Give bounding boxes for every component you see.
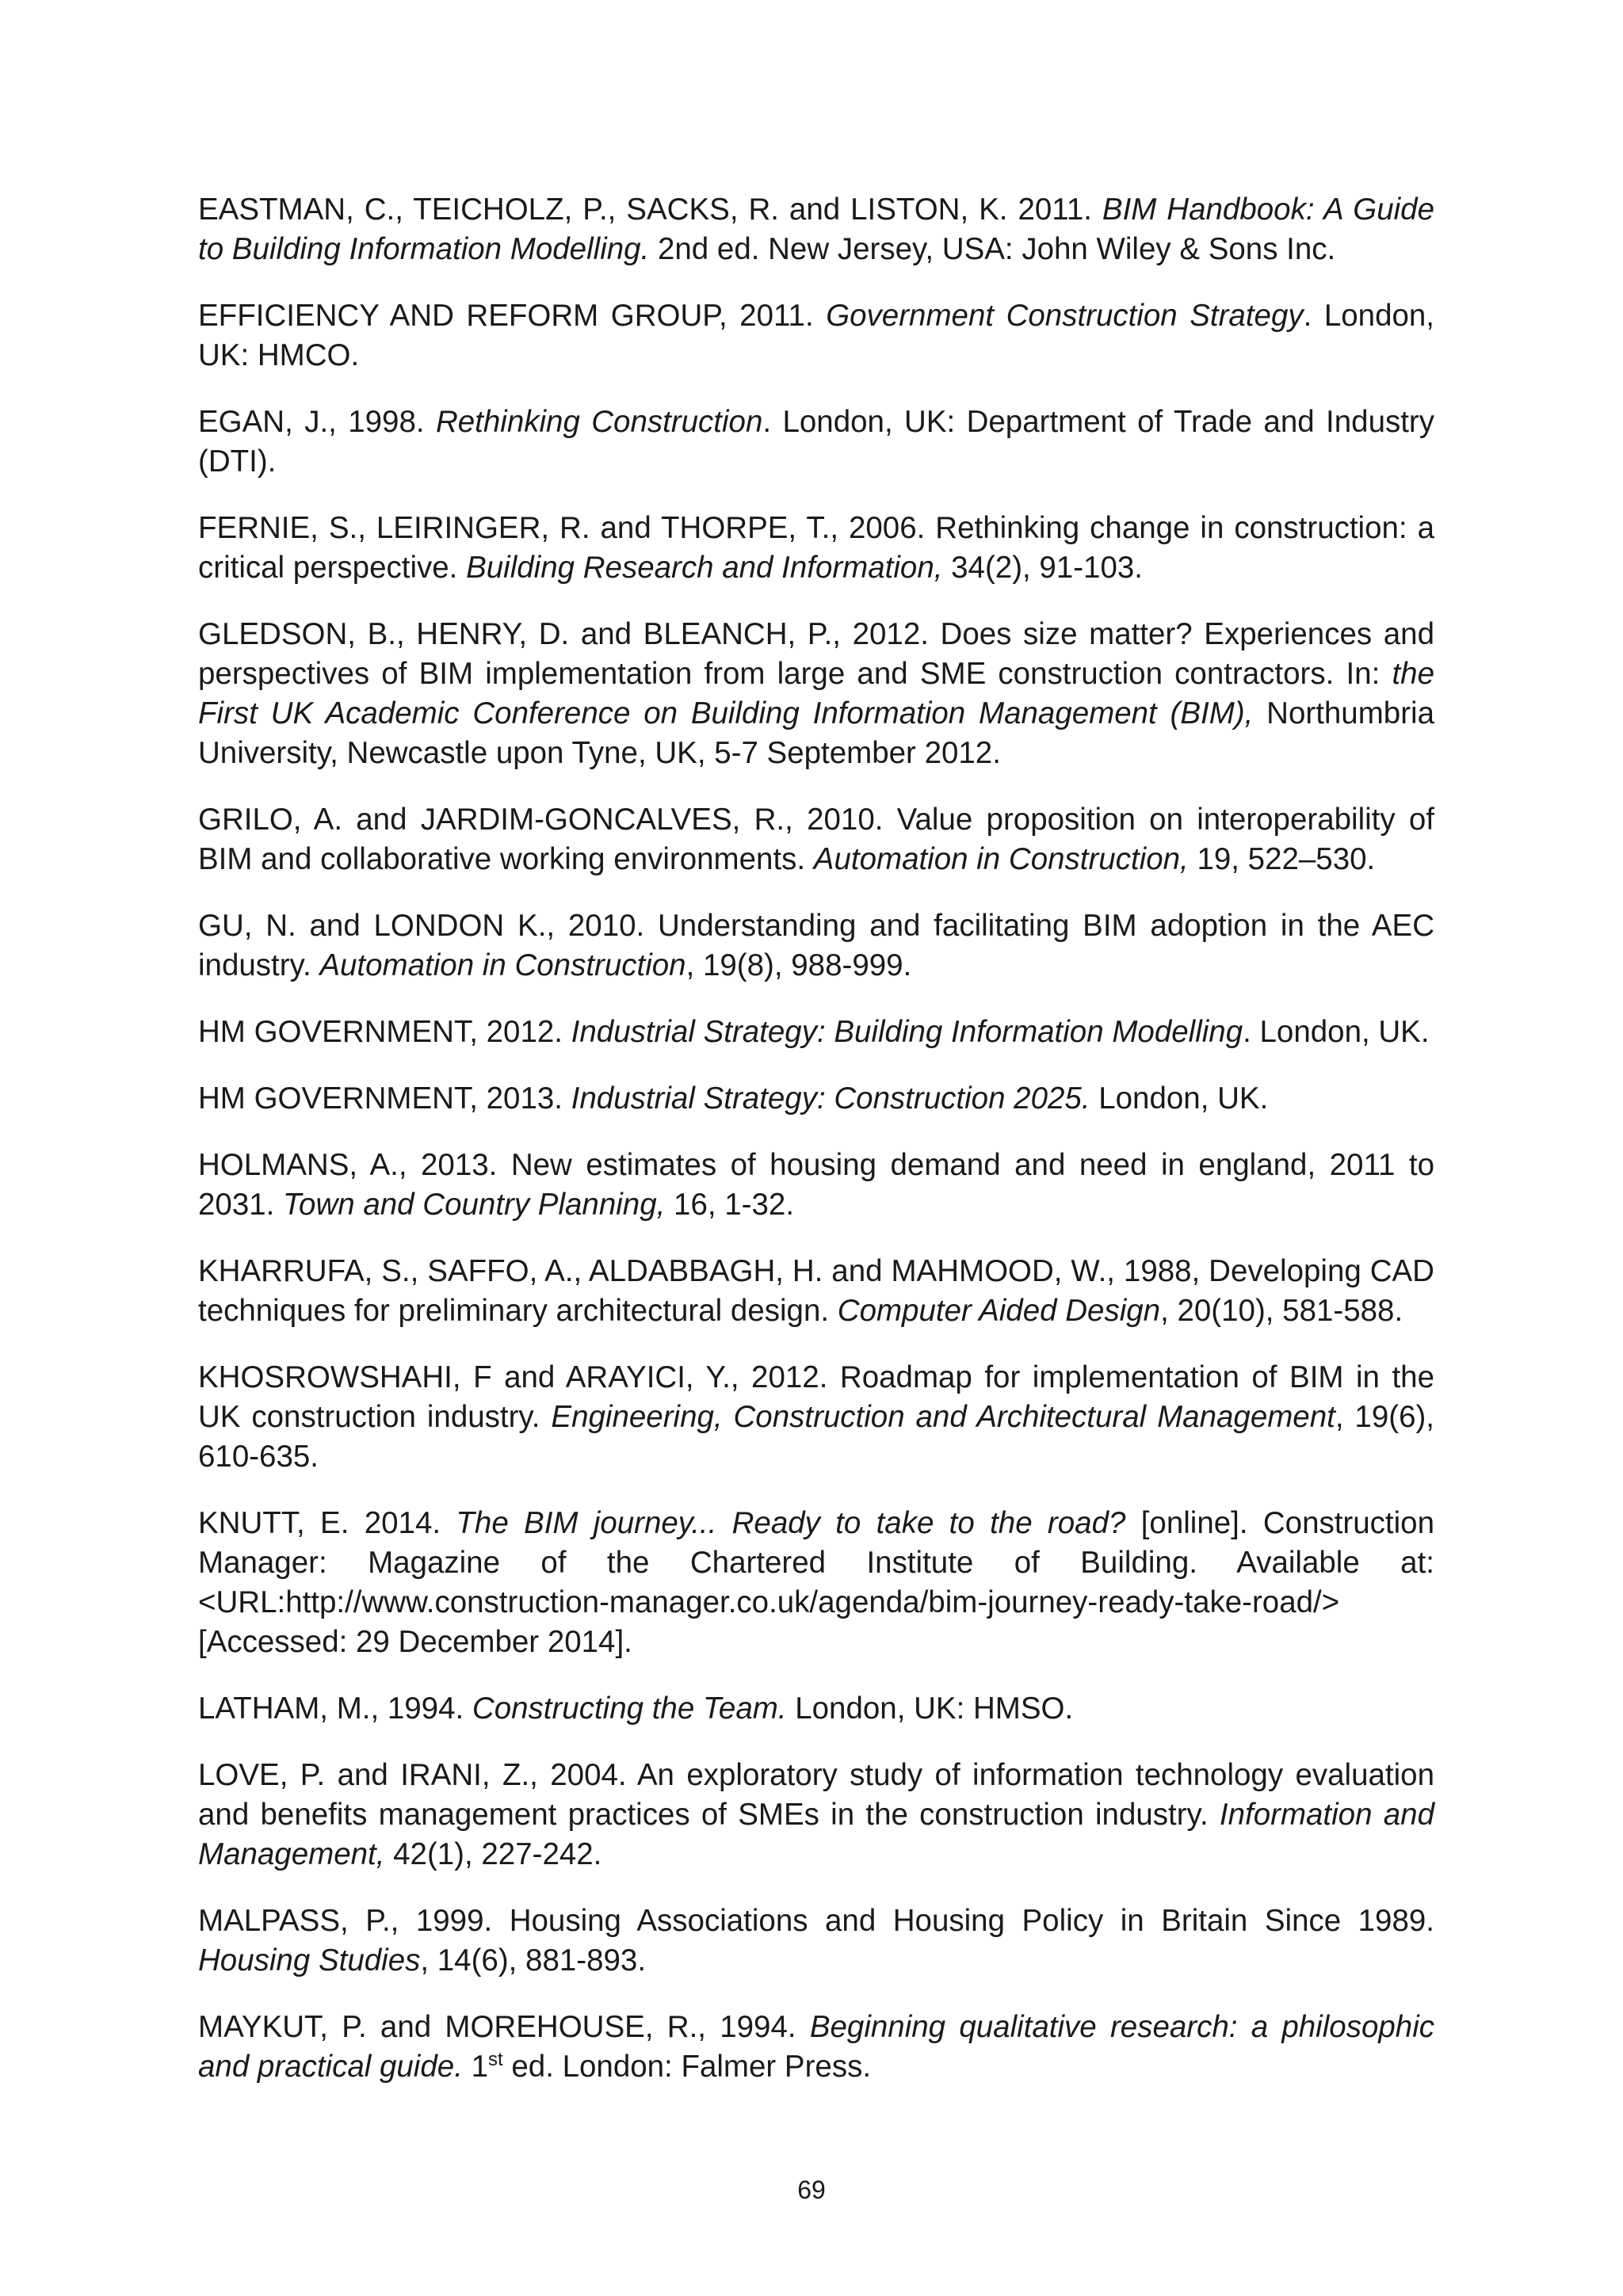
reference-entry: HOLMANS, A., 2013. New estimates of housing demand and need in england, 2011 to 2031. Town and Country Planning, 16, 1-32. [198,1148,1434,1222]
reference-entry: HM GOVERNMENT, 2012. Industrial Strategy: Building Information Modelling. London, UK. [198,1015,1430,1049]
reference-entry: EASTMAN, C., TEICHOLZ, P., SACKS, R. and LISTON, K. 2011. BIM Handbook: A Guide to Building Information Modelling. 2nd ed. New Jersey, USA: John Wiley & Sons Inc. [198,193,1434,266]
reference-entry: KHARRUFA, S., SAFFO, A., ALDABBAGH, H. and MAHMOOD, W., 1988, Developing CAD techniques for preliminary architectural design. Computer Aided Design, 20(10), 581-588. [198,1254,1434,1328]
reference-entry: FERNIE, S., LEIRINGER, R. and THORPE, T., 2006. Rethinking change in construction: a critical perspective. Building Research and Information, 34(2), 91-103. [198,511,1434,585]
reference-entry: LATHAM, M., 1994. Constructing the Team. London, UK: HMSO. [198,1691,1074,1726]
reference-entry: HM GOVERNMENT, 2013. Industrial Strategy: Construction 2025. London, UK. [198,1081,1269,1116]
reference-entry: GLEDSON, B., HENRY, D. and BLEANCH, P., 2012. Does size matter? Experiences and perspectives of BIM implementation from large and SME construction contractors. In: the First UK Academic Conference on Building Information Management (BIM), Northumbria University, Newcastle upon Tyne, UK, 5-7 September 2012. [198,617,1434,770]
reference-entry: GU, N. and LONDON K., 2010. Understanding and facilitating BIM adoption in the AEC industry. Automation in Construction, 19(8), 988-999. [198,909,1434,982]
reference-entry: LOVE, P. and IRANI, Z., 2004. An exploratory study of information technology evaluation and benefits management practices of SMEs in the construction industry. Information and Management, 42(1), 227-242. [198,1758,1434,1871]
reference-entry: MALPASS, P., 1999. Housing Associations and Housing Policy in Britain Since 1989. Housing Studies, 14(6), 881-893. [198,1904,1434,1978]
reference-list [198,190,1434,2114]
reference-entry: EGAN, J., 1998. Rethinking Construction. London, UK: Department of Trade and Industry (DTI). [198,405,1435,479]
reference-entry: KHOSROWSHAHI, F and ARAYICI, Y., 2012. Roadmap for implementation of BIM in the UK construction industry. Engineering, Construction and Architectural Management, 19(6), 610-635. [198,1360,1434,1474]
reference-entry: KNUTT, E. 2014. The BIM journey... Ready to take to the road? [online]. Construction Manager: Magazine of the Chartered Institute of Building. Available at: <URL:http://www.construction-manager.co.uk/agenda/bim-journey-ready-take-road/> [Accessed: 29 December 2014]. [198,1506,1434,1659]
page-number: 69 [797,2176,826,2204]
reference-entry: EFFICIENCY AND REFORM GROUP, 2011. Government Construction Strategy. London, UK: HMCO. [198,299,1435,372]
reference-entry: MAYKUT, P. and MOREHOUSE, R., 1994. Beginning qualitative research: a philosophic and practical guide. 1st ed. London: Falmer Press. [198,2010,1434,2084]
reference-entry: GRILO, A. and JARDIM-GONCALVES, R., 2010. Value proposition on interoperability of BIM and collaborative working environments. Automation in Construction, 19, 522–530. [198,803,1434,876]
